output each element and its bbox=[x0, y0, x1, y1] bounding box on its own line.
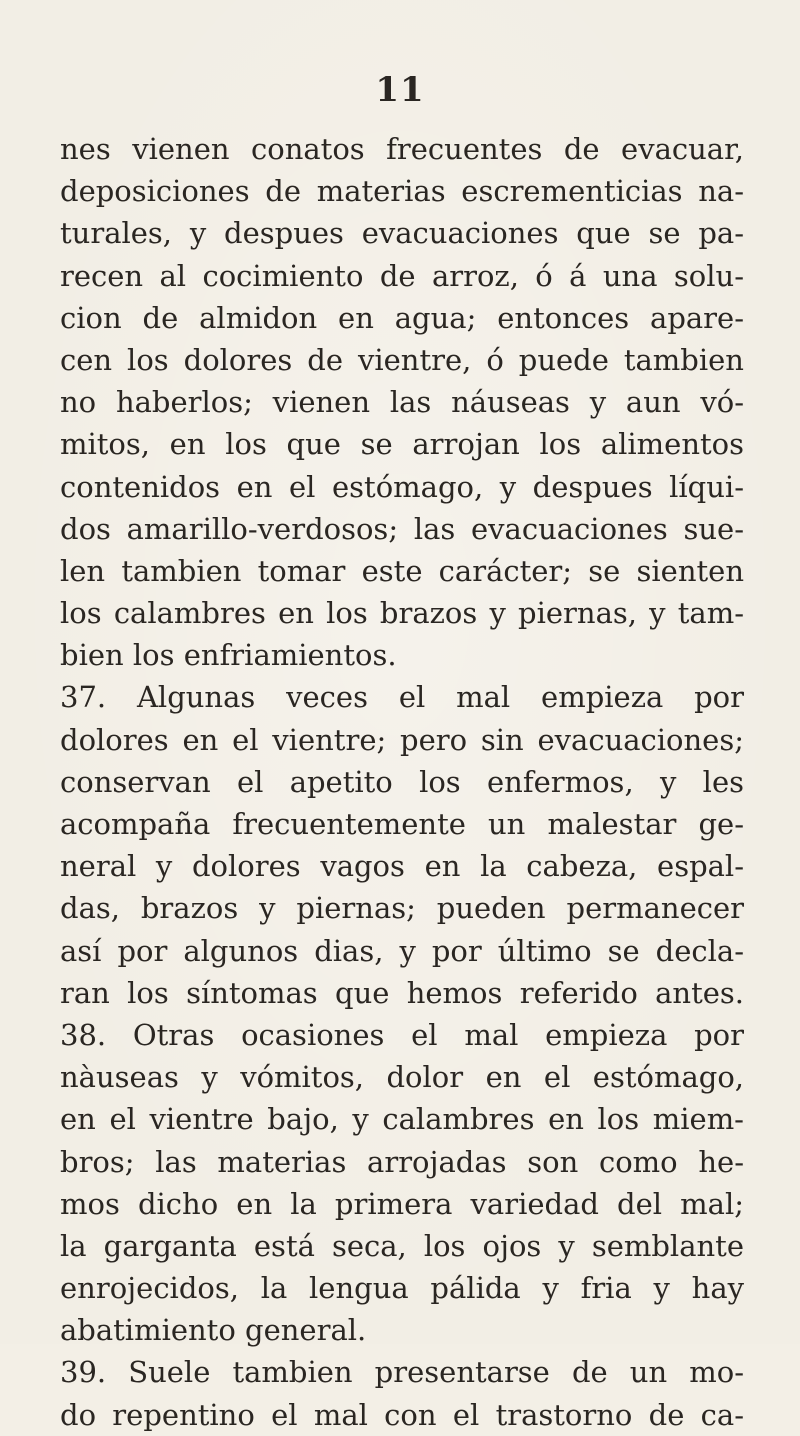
text-line: do repentino el mal con el trastorno de ca- bbox=[60, 1397, 744, 1432]
text-line: conservan el apetito los enfermos, y les bbox=[60, 764, 744, 799]
text-line: contenidos en el estómago, y despues líqui- bbox=[60, 469, 744, 504]
text-line: enrojecidos, la lengua pálida y fria y hay bbox=[60, 1271, 744, 1306]
text-line: cion de almidon en agua; entonces apare- bbox=[60, 300, 744, 335]
text-line: ran los síntomas que hemos referido antes. bbox=[60, 975, 744, 1010]
text-line: bien los enfriamientos. bbox=[60, 638, 397, 673]
text-line: len tambien tomar este carácter; se sienten bbox=[60, 553, 744, 588]
text-line: neral y dolores vagos en la cabeza, espal- bbox=[60, 849, 744, 884]
text-line: bros; las materias arrojadas son como he- bbox=[60, 1144, 744, 1179]
paragraph-37-start: 37. Algunas veces el mal empieza por bbox=[60, 680, 744, 715]
text-line: dolores en el vientre; pero sin evacuaciones; bbox=[60, 722, 744, 757]
paragraph-38-start: 38. Otras ocasiones el mal empieza por bbox=[60, 1017, 744, 1052]
text-line: no haberlos; vienen las náuseas y aun vó- bbox=[60, 385, 744, 420]
text-line: deposiciones de materias escrementicias na- bbox=[60, 174, 744, 209]
text-line: acompaña frecuentemente un malestar ge- bbox=[60, 807, 744, 841]
text-line: mos dicho en la primera variedad del mal; bbox=[60, 1186, 744, 1221]
text-line: dos amarillo-verdosos; las evacuaciones sue- bbox=[60, 511, 744, 546]
paragraph-39-start: 39. Suele tambien presentarse de un mo- bbox=[60, 1355, 744, 1390]
body-text bbox=[60, 128, 744, 1436]
text-line: nes vienen conatos frecuentes de evacuar, bbox=[60, 132, 744, 166]
text-line: así por algunos dias, y por último se decla- bbox=[60, 933, 744, 968]
text-line: en el vientre bajo, y calambres en los miem- bbox=[60, 1102, 744, 1137]
text-line: abatimiento general. bbox=[60, 1313, 367, 1348]
text-line: recen al cocimiento de arroz, ó á una solu- bbox=[60, 258, 744, 293]
text-line: cen los dolores de vientre, ó puede tambien bbox=[60, 342, 744, 377]
page-number: 11 bbox=[375, 70, 425, 110]
text-line: la garganta está seca, los ojos y semblante bbox=[60, 1228, 744, 1263]
text-line: turales, y despues evacuaciones que se pa- bbox=[60, 216, 744, 251]
text-line: nàuseas y vómitos, dolor en el estómago, bbox=[60, 1060, 744, 1095]
text-line: mitos, en los que se arrojan los alimentos bbox=[60, 427, 744, 462]
text-line: los calambres en los brazos y piernas, y tam- bbox=[60, 596, 744, 631]
text-line: das, brazos y piernas; pueden permanecer bbox=[60, 891, 744, 926]
